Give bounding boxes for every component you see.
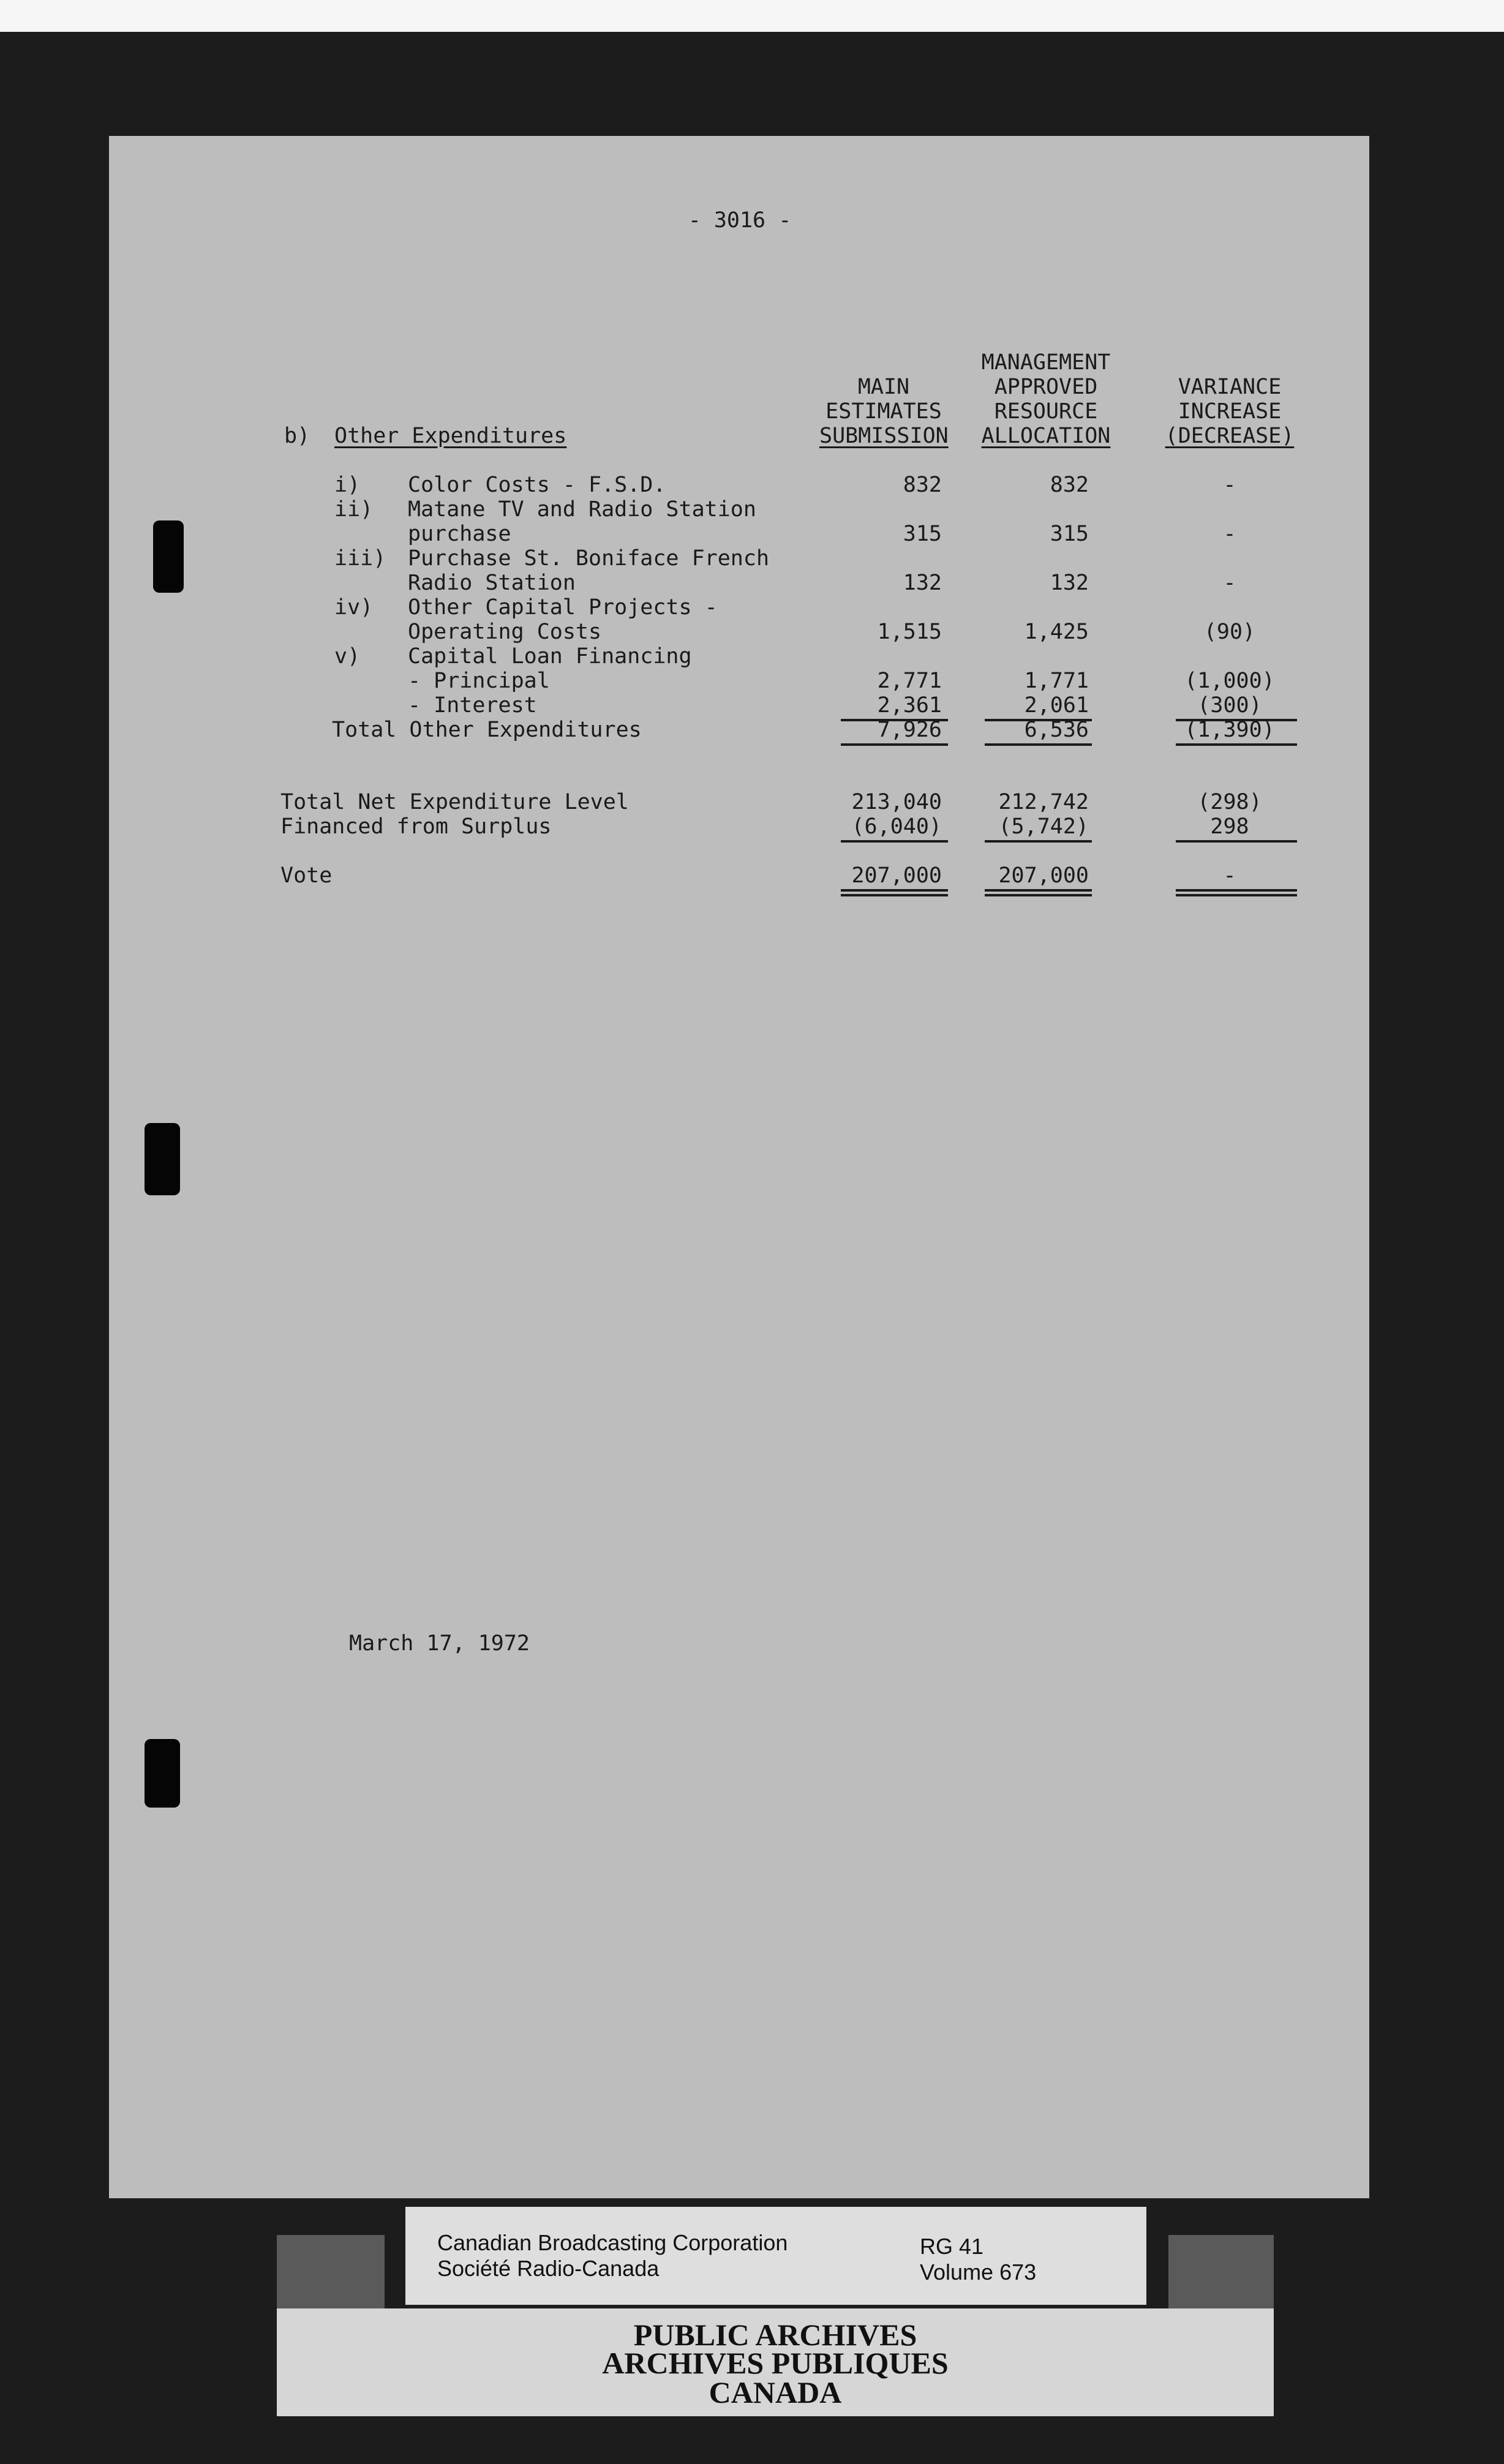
film-top-edge: [0, 0, 1504, 32]
vote-double-rule: [841, 894, 948, 896]
archive-org-fr: Société Radio-Canada: [437, 2256, 660, 2281]
col-mgmt-header-1: MANAGEMENT: [981, 350, 1111, 375]
archive-line-2: ARCHIVES PUBLIQUES: [602, 2346, 949, 2380]
row-main-value: 315: [903, 522, 942, 546]
col-var-header-1: VARIANCE: [1178, 375, 1282, 399]
net-mgmt: 212,742: [998, 790, 1089, 814]
archive-line-1: PUBLIC ARCHIVES: [633, 2318, 917, 2352]
row-var-value: (300): [1197, 693, 1262, 718]
row-mgmt-value: 1,771: [1024, 669, 1089, 693]
archive-rg: RG 41: [920, 2234, 984, 2259]
row-label: - Interest: [408, 693, 537, 718]
vote-label: Vote: [280, 863, 333, 888]
col-main-header-3: SUBMISSION: [819, 424, 949, 448]
col-var-header-3: (DECREASE): [1165, 424, 1295, 448]
row-label: purchase: [408, 522, 511, 546]
archive-org-en: Canadian Broadcasting Corporation: [437, 2230, 788, 2255]
net-var: (298): [1197, 790, 1262, 814]
surplus-mgmt: (5,742): [998, 814, 1089, 839]
row-main-value: 832: [903, 473, 942, 497]
surplus-main: (6,040): [851, 814, 942, 839]
row-mgmt-value: 1,425: [1024, 620, 1089, 644]
row-number: ii): [334, 497, 374, 522]
row-main-value: 1,515: [877, 620, 942, 644]
row-var-value: -: [1223, 571, 1236, 595]
label-holder: [1168, 2235, 1274, 2308]
row-mgmt-value: 315: [1050, 522, 1089, 546]
binder-hole: [153, 520, 184, 593]
page-number: - 3016 -: [688, 208, 792, 233]
row-label: Matane TV and Radio Station: [408, 497, 756, 522]
row-number: iv): [334, 595, 374, 620]
total-rule: [985, 743, 1092, 746]
binder-hole: [145, 1739, 180, 1808]
total-rule: [1176, 743, 1297, 746]
col-mgmt-header-2: APPROVED: [994, 375, 1098, 399]
section-title: Other Expenditures: [334, 424, 567, 448]
row-main-value: 2,361: [877, 693, 942, 718]
col-var-header-2: INCREASE: [1178, 399, 1282, 424]
vote-double-rule: [1176, 894, 1297, 896]
total-other-label: Total Other Expenditures: [332, 718, 642, 742]
total-rule: [841, 743, 948, 746]
row-var-value: (1,000): [1184, 669, 1275, 693]
col-mgmt-header-4: ALLOCATION: [981, 424, 1111, 448]
archive-volume: Volume 673: [920, 2259, 1037, 2285]
col-mgmt-header-3: RESOURCE: [994, 399, 1098, 424]
vote-double-rule: [841, 889, 948, 892]
vote-double-rule: [1176, 889, 1297, 892]
row-var-value: -: [1223, 473, 1236, 497]
row-mgmt-value: 2,061: [1024, 693, 1089, 718]
row-label: Operating Costs: [408, 620, 602, 644]
surplus-rule: [841, 840, 948, 843]
total-other-main: 7,926: [877, 718, 942, 742]
row-var-value: -: [1223, 522, 1236, 546]
row-mgmt-value: 832: [1050, 473, 1089, 497]
archive-label-bottom: [277, 2308, 1274, 2416]
col-main-header-2: ESTIMATES: [825, 399, 942, 424]
vote-double-rule: [985, 889, 1092, 892]
row-number: iii): [334, 546, 386, 571]
archive-line-3: CANADA: [709, 2375, 842, 2410]
binder-hole: [145, 1123, 180, 1195]
row-mgmt-value: 132: [1050, 571, 1089, 595]
row-var-value: (90): [1203, 620, 1256, 644]
row-label: Color Costs - F.S.D.: [408, 473, 666, 497]
row-label: - Principal: [408, 669, 550, 693]
total-other-mgmt: 6,536: [1024, 718, 1089, 742]
surplus-rule: [985, 840, 1092, 843]
row-label: Other Capital Projects -: [408, 595, 718, 620]
net-main: 213,040: [851, 790, 942, 814]
label-holder: [277, 2235, 385, 2308]
row-number: i): [334, 473, 361, 497]
row-label: Purchase St. Boniface French: [408, 546, 770, 571]
section-label: b): [284, 424, 310, 448]
surplus-label: Financed from Surplus: [280, 814, 552, 839]
vote-mgmt: 207,000: [998, 863, 1089, 888]
col-main-header-1: MAIN: [857, 375, 910, 399]
vote-double-rule: [985, 894, 1092, 896]
surplus-rule: [1176, 840, 1297, 843]
archive-label-top: [405, 2207, 1146, 2305]
total-other-var: (1,390): [1184, 718, 1275, 742]
document-page: [109, 136, 1369, 2198]
row-label: Capital Loan Financing: [408, 644, 692, 669]
row-label: Radio Station: [408, 571, 576, 595]
row-main-value: 2,771: [877, 669, 942, 693]
vote-main: 207,000: [851, 863, 942, 888]
row-main-value: 132: [903, 571, 942, 595]
surplus-var: 298: [1210, 814, 1249, 839]
vote-var: -: [1223, 863, 1236, 888]
row-number: v): [334, 644, 361, 669]
document-date: March 17, 1972: [349, 1631, 530, 1656]
net-label: Total Net Expenditure Level: [280, 790, 629, 814]
